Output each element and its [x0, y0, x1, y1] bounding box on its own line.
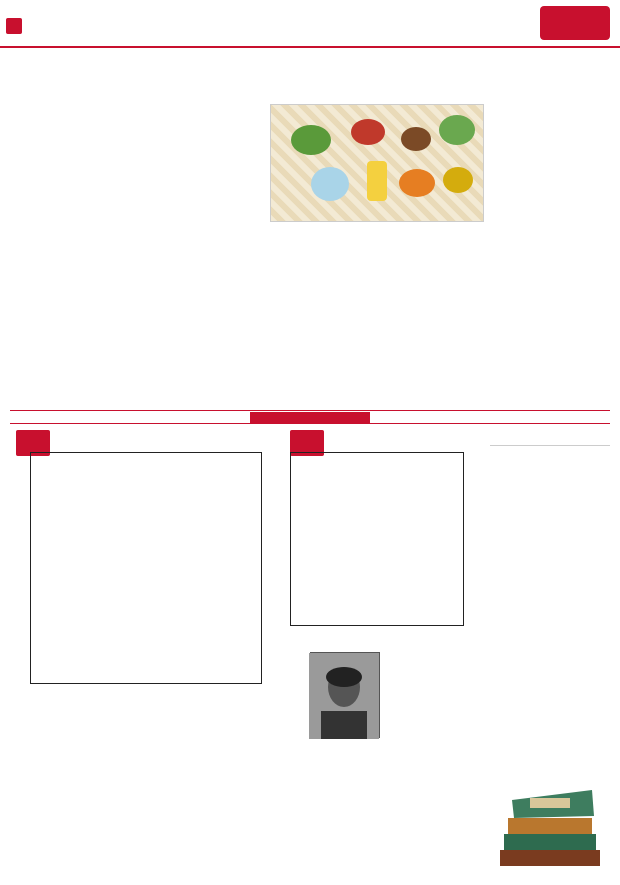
martyr-portrait [310, 652, 380, 738]
section-name [26, 18, 86, 34]
samanu-bowl [401, 127, 431, 151]
article-column-3 [270, 244, 374, 394]
article-column-4 [148, 104, 266, 394]
candle [367, 161, 387, 201]
masthead [0, 0, 620, 50]
short-story-heading [490, 430, 610, 446]
apple-plate [351, 119, 385, 145]
masthead-rule [0, 46, 620, 48]
puzzles-band-label [250, 412, 370, 424]
fish-bowl [311, 167, 349, 201]
newspaper-logo [540, 6, 610, 40]
martyr-intro [390, 652, 484, 740]
crossword-vertical-clues [12, 692, 146, 878]
book-upper [508, 818, 592, 834]
haft-sin-photo [270, 104, 484, 222]
book-bottom [500, 850, 600, 866]
sabzeh-dish-2 [439, 115, 475, 145]
martyr-testament [290, 632, 484, 882]
egg-plate [399, 169, 435, 197]
article-headline [150, 72, 470, 98]
books-illustration [490, 760, 610, 880]
short-story [490, 430, 610, 880]
sudoku-grid[interactable] [290, 452, 464, 626]
short-story-body [490, 460, 610, 705]
crossword-horizontal-clues [150, 692, 282, 878]
martyr-heading [290, 632, 484, 644]
sabzeh-dish [291, 125, 331, 155]
crossword-row-numbers [262, 452, 276, 684]
page-number [6, 18, 22, 34]
martyr-body [290, 758, 484, 878]
book-middle [504, 834, 596, 850]
book-label [530, 798, 570, 808]
article-column-2 [378, 244, 484, 394]
portrait-icon [309, 653, 379, 739]
puzzles-band [10, 410, 610, 424]
crossword-column-numbers [30, 444, 262, 452]
issue-date [422, 6, 532, 24]
coin-plate [443, 167, 473, 193]
article-column-5 [10, 104, 142, 394]
crossword-grid[interactable] [30, 452, 262, 684]
crossword [10, 430, 282, 880]
article-column-1 [486, 104, 610, 394]
